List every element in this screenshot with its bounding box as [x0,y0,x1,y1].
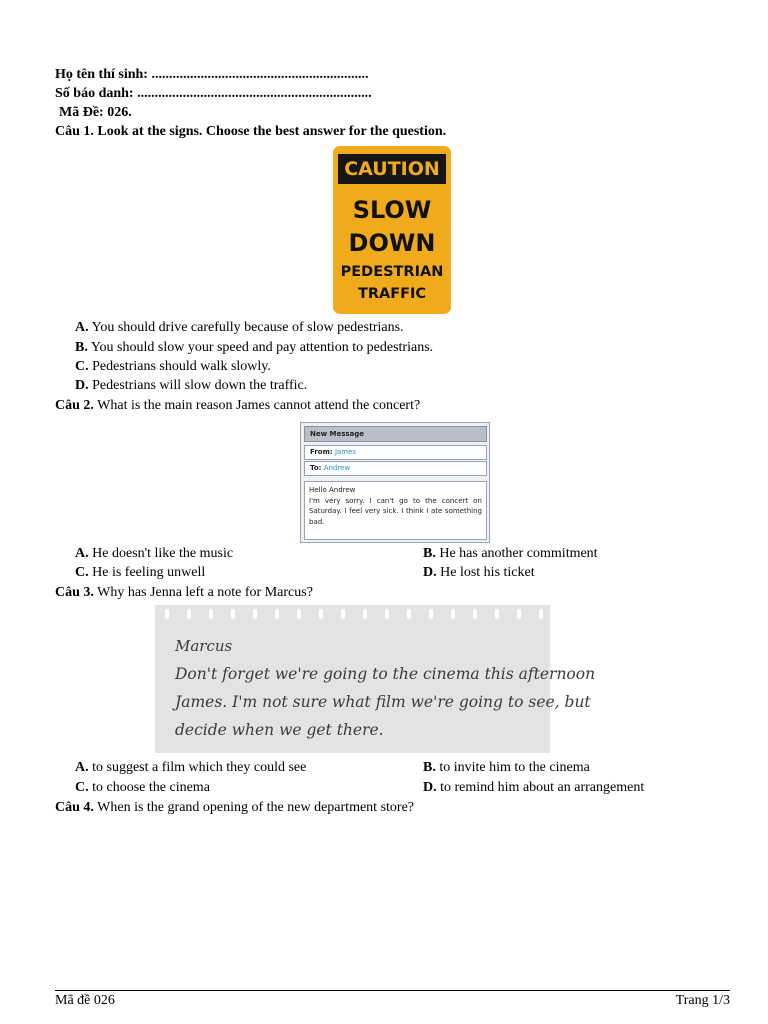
exam-code: Mã Đề: 026. [59,105,132,120]
q2-option-c[interactable] [75,564,205,582]
note-perforation [341,609,345,619]
option-letter: C. [75,359,89,374]
q3-option-d[interactable] [423,779,644,797]
question-1-number: Câu 1. [55,124,94,139]
email-from-value: James [334,448,357,456]
candidate-id-label: Số báo danh: [55,86,134,101]
question-4-number: Câu 4. [55,800,94,815]
option-letter: C. [75,565,89,580]
sign-line-1: SLOW [352,196,432,224]
note-perforation [517,609,521,619]
email-header [304,426,487,442]
question-2 [55,397,420,415]
caution-sign [333,146,451,314]
handwritten-note [155,605,596,753]
question-1-text: Look at the signs. Choose the best answer for the question. [97,124,447,139]
option-text: He has another commitment [439,546,598,561]
note-line-3: James. I'm not sure what film we're going to see, but [175,693,591,711]
option-letter: B. [423,760,436,775]
sign-caution-text: CAUTION [338,154,446,184]
option-letter: A. [75,760,89,775]
email-from-field [304,445,487,460]
note-perforation [495,609,499,619]
email-message [300,422,490,543]
sign-line-3: PEDESTRIAN [340,264,444,280]
note-perforation [165,609,169,619]
question-2-text: What is the main reason James cannot attend the concert? [97,398,421,413]
option-text: to invite him to the cinema [439,760,590,775]
sign-line-4: TRAFFIC [357,286,427,302]
option-text: Pedestrians should walk slowly. [92,359,271,374]
question-1 [55,123,446,141]
candidate-name-label: Họ tên thí sinh: [55,67,148,82]
option-text: You should drive carefully because of slow pedestrians. [91,320,404,335]
question-3-number: Câu 3. [55,585,94,600]
sign-line-2: DOWN [348,229,436,257]
option-letter: B. [75,340,88,355]
email-body-text: I'm very sorry. I can't go to the concert on Saturday. I feel very sick. I think I ate something bad. [309,496,482,526]
question-2-number: Câu 2. [55,398,94,413]
note-perforation [231,609,235,619]
option-text: He is feeling unwell [92,565,206,580]
q3-option-a[interactable] [75,759,306,777]
option-text: to choose the cinema [92,780,210,795]
option-text: Pedestrians will slow down the traffic. [92,378,308,393]
candidate-name-dots: .............................................................. [151,67,369,82]
q1-option-a[interactable] [75,319,404,337]
note-line-2: Don't forget we're going to the cinema this afternoon [175,665,596,683]
q1-option-b[interactable] [75,339,433,357]
option-letter: C. [75,780,89,795]
option-text: to suggest a film which they could see [92,760,307,775]
footer-exam-code: Mã đề 026 [55,993,115,1008]
q2-option-d[interactable] [423,564,535,582]
note-line-4: decide when we get there. [175,721,384,739]
email-header-title: New Message [310,430,365,438]
option-letter: A. [75,320,89,335]
question-4 [55,799,414,817]
candidate-name-line [55,66,368,84]
email-to-field [304,461,487,476]
note-perforation [187,609,191,619]
q2-option-a[interactable] [75,545,233,563]
email-body [304,481,487,540]
question-3-text: Why has Jenna left a note for Marcus? [97,585,313,600]
option-letter: D. [75,378,89,393]
question-4-text: When is the grand opening of the new department store? [97,800,414,815]
note-perforation [473,609,477,619]
note-line-1: Marcus [175,637,233,655]
note-perforation [275,609,279,619]
option-text: He lost his ticket [440,565,535,580]
candidate-id-line [55,85,372,103]
q3-option-b[interactable] [423,759,590,777]
q1-option-c[interactable] [75,358,271,376]
note-perforation [253,609,257,619]
option-letter: D. [423,780,437,795]
email-to-value: Andrew [323,464,351,472]
note-torn-edge [155,609,550,619]
note-perforation [451,609,455,619]
note-perforation [407,609,411,619]
q3-option-c[interactable] [75,779,210,797]
option-letter: B. [423,546,436,561]
email-to-label: To: [310,464,322,472]
q2-option-b[interactable] [423,545,598,563]
note-perforation [539,609,543,619]
note-perforation [297,609,301,619]
email-from-label: From: [310,448,333,456]
option-text: You should slow your speed and pay attention to pedestrians. [90,340,434,355]
note-perforation [209,609,213,619]
q1-option-d[interactable] [75,377,307,395]
footer-divider [55,990,730,991]
note-perforation [385,609,389,619]
email-greeting: Hello Andrew [309,486,356,494]
note-perforation [319,609,323,619]
question-3 [55,584,313,602]
note-perforation [363,609,367,619]
note-perforation [429,609,433,619]
footer-page-number: Trang 1/3 [675,993,730,1008]
option-text: to remind him about an arrangement [440,780,645,795]
option-text: He doesn't like the music [92,546,234,561]
option-letter: A. [75,546,89,561]
option-letter: D. [423,565,437,580]
candidate-id-dots: ................................................................... [137,86,372,101]
